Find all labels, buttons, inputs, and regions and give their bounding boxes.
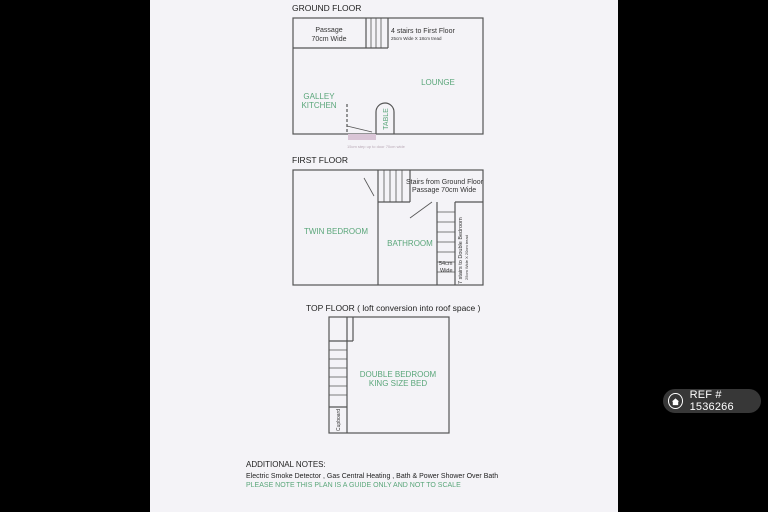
first-stairs: [384, 170, 402, 202]
ground-stairs-label: 4 stairs to First Floor: [391, 28, 455, 35]
lounge-label: LOUNGE: [421, 78, 455, 87]
bathroom-label: BATHROOM: [387, 239, 433, 248]
reference-badge: [663, 389, 761, 413]
bathroom-stairs-size-label: 25cm Wide X 20cm tread: [464, 235, 469, 280]
stair-width-label-2: Wide: [440, 268, 453, 274]
step-highlight: [348, 134, 376, 140]
ground-stairs: [371, 18, 381, 48]
cupboard-label: Cupboard: [336, 409, 342, 431]
twin-bedroom-label: TWIN BEDROOM: [304, 227, 368, 236]
step-note: 15cm step up to door 70cm wide: [347, 144, 405, 149]
passage-width-label: 70cm Wide: [311, 36, 347, 43]
notes-heading: ADDITIONAL NOTES:: [246, 460, 326, 469]
first-passage-label: Passage 70cm Wide: [412, 187, 477, 194]
passage-label: Passage: [315, 27, 343, 34]
king-size-bed-label: KING SIZE BED: [368, 379, 428, 388]
notes-disclaimer: PLEASE NOTE THIS PLAN IS A GUIDE ONLY AND NOT TO SCALE: [246, 482, 461, 489]
notes-line-1: Electric Smoke Detector , Gas Central Heating , Bath & Power Shower Over Bath: [246, 473, 499, 480]
table-label: TABLE: [383, 108, 390, 130]
reference-number: REF # 1536266: [689, 389, 734, 413]
ground-floor-heading: GROUND FLOOR: [292, 3, 362, 13]
top-stairs: [329, 350, 347, 395]
bathroom-stairs-label: 7 stairs to Double Bedroom: [458, 217, 464, 284]
galley-kitchen-label: GALLEY: [303, 92, 335, 101]
galley-kitchen-label-2: KITCHEN: [301, 101, 337, 110]
home-icon: [668, 393, 683, 409]
stair-width-label: 54cm: [439, 261, 453, 267]
first-floor-heading: FIRST FLOOR: [292, 155, 349, 165]
first-stairs-label: Stairs from Ground Floor: [406, 179, 484, 186]
ground-stairs-size-label: 25cm Wide X 18cm tread: [391, 36, 442, 41]
double-bedroom-label: DOUBLE BEDROOM: [359, 370, 437, 379]
top-floor-heading: TOP FLOOR ( loft conversion into roof space ): [306, 303, 481, 313]
